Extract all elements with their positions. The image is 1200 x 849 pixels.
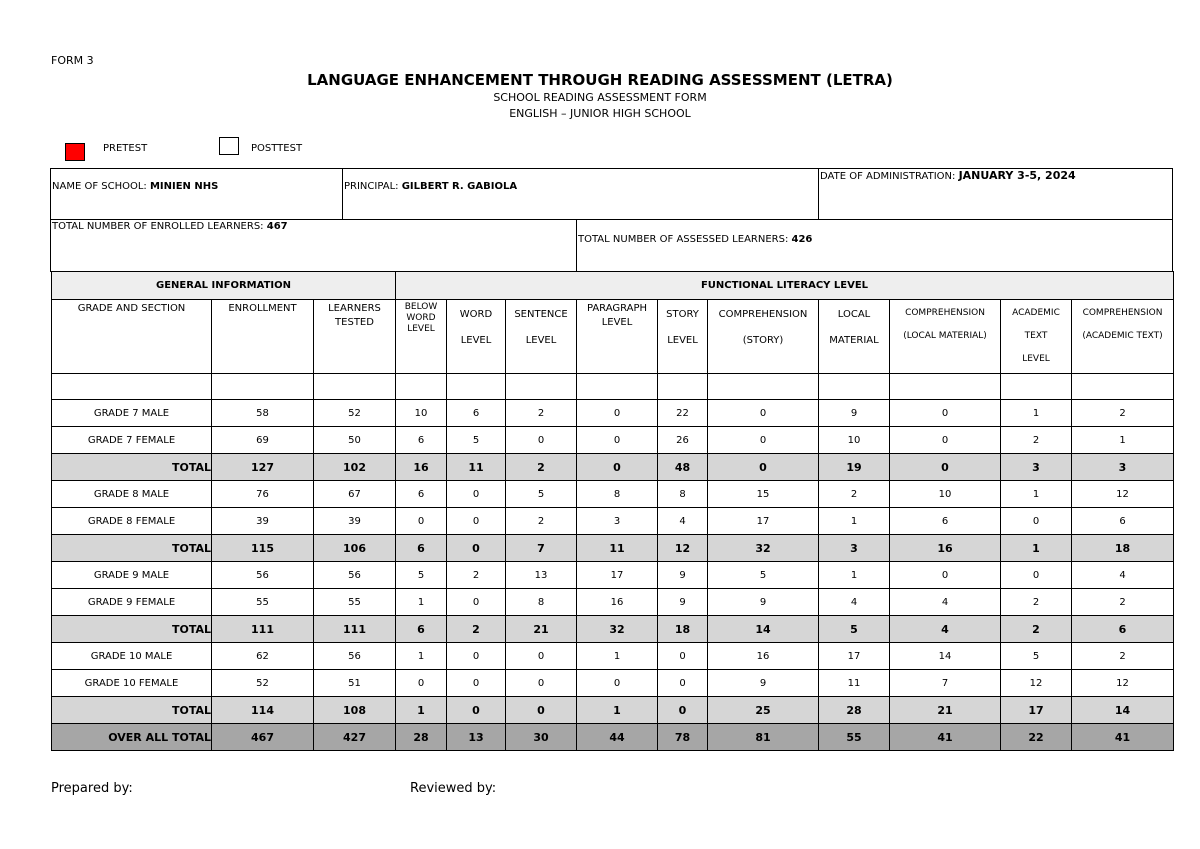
row-label: GRADE 9 MALE: [52, 562, 212, 589]
table-cell: 2: [1072, 400, 1174, 427]
table-cell: 8: [577, 481, 658, 508]
col-local-line1: LOCAL: [837, 309, 871, 320]
table-cell: 1: [1001, 481, 1072, 508]
total-row: [52, 454, 1174, 481]
table-cell: 5: [1001, 643, 1072, 670]
table-cell: 6: [396, 427, 447, 454]
table-cell: 9: [658, 589, 708, 616]
table-cell: 21: [506, 616, 577, 643]
table-cell: 0: [1001, 508, 1072, 535]
table-cell: 1: [819, 508, 890, 535]
table-cell: 6: [890, 508, 1001, 535]
row-label: GRADE 10 FEMALE: [52, 670, 212, 697]
table-cell: 18: [1072, 535, 1174, 562]
table-cell: 0: [506, 643, 577, 670]
table-cell: 427: [314, 724, 396, 751]
header-divider-1: [342, 168, 343, 219]
table-cell: 0: [708, 454, 819, 481]
header-left-border: [50, 168, 51, 271]
principal-value: GILBERT R. GABIOLA: [401, 181, 518, 192]
table-cell: 12: [1001, 670, 1072, 697]
table-cell: 18: [658, 616, 708, 643]
date-of-administration: [820, 169, 1076, 182]
table-cell: 0: [506, 697, 577, 724]
form-label: FORM 3: [51, 54, 94, 67]
table-cell: 15: [708, 481, 819, 508]
table-cell: 4: [658, 508, 708, 535]
table-cell: 0: [447, 535, 506, 562]
table-cell: 44: [577, 724, 658, 751]
table-cell: 9: [708, 589, 819, 616]
table-cell: 16: [708, 643, 819, 670]
table-cell: 9: [708, 670, 819, 697]
table-cell: 52: [314, 400, 396, 427]
col-comprehension-academic: [1072, 300, 1174, 374]
table-cell: 30: [506, 724, 577, 751]
table-cell: 55: [314, 589, 396, 616]
table-cell: 48: [658, 454, 708, 481]
table-cell: 1: [819, 562, 890, 589]
reviewed-by-label: Reviewed by:: [410, 781, 497, 796]
table-cell: 0: [447, 589, 506, 616]
table-cell: 4: [1072, 562, 1174, 589]
table-cell: 0: [890, 427, 1001, 454]
row-label: GRADE 8 FEMALE: [52, 508, 212, 535]
table-cell: 111: [212, 616, 314, 643]
table-cell: 0: [890, 454, 1001, 481]
prepared-by-label: Prepared by:: [51, 781, 133, 796]
table-cell: 3: [1001, 454, 1072, 481]
col-below-line1: BELOW: [404, 302, 438, 312]
col-story-line1: STORY: [666, 309, 699, 320]
table-cell: 0: [658, 643, 708, 670]
table-row: [52, 427, 1174, 454]
functional-literacy-header: FUNCTIONAL LITERACY LEVEL: [396, 272, 1174, 300]
col-comp-local-line1: COMPREHENSION: [905, 308, 985, 318]
table-cell: 0: [708, 427, 819, 454]
table-cell: 4: [819, 589, 890, 616]
table-cell: 7: [506, 535, 577, 562]
school-name: [52, 181, 218, 192]
date-label: DATE OF ADMINISTRATION:: [820, 171, 956, 182]
col-paragraph-level: [577, 300, 658, 374]
column-header-row: [52, 300, 1174, 374]
document-subtitle-2: ENGLISH – JUNIOR HIGH SCHOOL: [509, 107, 691, 120]
principal-label: PRINCIPAL:: [344, 181, 399, 192]
table-cell: 127: [212, 454, 314, 481]
col-below-word-level: [396, 300, 447, 374]
table-cell: 32: [708, 535, 819, 562]
assessed-label: TOTAL NUMBER OF ASSESSED LEARNERS:: [578, 234, 789, 245]
col-grade-label: GRADE AND SECTION: [77, 303, 186, 314]
table-cell: 55: [819, 724, 890, 751]
table-cell: 0: [447, 697, 506, 724]
table-cell: 16: [577, 589, 658, 616]
table-cell: 14: [708, 616, 819, 643]
row-label: TOTAL: [52, 535, 212, 562]
table-cell: 6: [1072, 508, 1174, 535]
table-cell: 10: [396, 400, 447, 427]
col-learners-tested: [314, 300, 396, 374]
table-cell: 0: [447, 643, 506, 670]
table-cell: 17: [577, 562, 658, 589]
table-cell: 7: [890, 670, 1001, 697]
overall-total-row: [52, 724, 1174, 751]
col-word-line1: WORD: [459, 309, 493, 320]
row-label: OVER ALL TOTAL: [52, 724, 212, 751]
col-academic-line2: TEXT: [1024, 331, 1048, 341]
table-cell: 22: [1001, 724, 1072, 751]
col-word-line2: LEVEL: [460, 335, 492, 346]
total-row: [52, 535, 1174, 562]
table-cell: 56: [314, 562, 396, 589]
col-local-material: [819, 300, 890, 374]
table-cell: 5: [396, 562, 447, 589]
table-cell: 2: [1072, 589, 1174, 616]
school-label: NAME OF SCHOOL:: [52, 181, 147, 192]
table-cell: 0: [890, 562, 1001, 589]
school-value: MINIEN NHS: [149, 181, 219, 192]
table-cell: 0: [577, 400, 658, 427]
row-label: GRADE 7 MALE: [52, 400, 212, 427]
table-cell: 12: [1072, 670, 1174, 697]
table-cell: 8: [506, 589, 577, 616]
table-cell: 0: [577, 454, 658, 481]
table-cell: 5: [447, 427, 506, 454]
col-word-level: [447, 300, 506, 374]
enrolled-value: 467: [266, 221, 288, 232]
table-cell: 2: [447, 616, 506, 643]
table-cell: 6: [396, 616, 447, 643]
table-cell: 5: [506, 481, 577, 508]
table-cell: 9: [819, 400, 890, 427]
row-label: TOTAL: [52, 616, 212, 643]
table-cell: 50: [314, 427, 396, 454]
enrolled-label: TOTAL NUMBER OF ENROLLED LEARNERS:: [52, 221, 264, 232]
pretest-label: PRETEST: [103, 143, 148, 154]
col-academic-text-level: [1001, 300, 1072, 374]
col-academic-line1: ACADEMIC: [1012, 308, 1060, 318]
table-cell: 17: [708, 508, 819, 535]
table-cell: 78: [658, 724, 708, 751]
table-cell: 2: [1072, 643, 1174, 670]
row-label: GRADE 9 FEMALE: [52, 589, 212, 616]
table-cell: 8: [658, 481, 708, 508]
header-mid-border: [50, 219, 1173, 220]
row-label: TOTAL: [52, 697, 212, 724]
col-grade-section: [52, 300, 212, 374]
col-comprehension-story: [708, 300, 819, 374]
blank-row: [52, 374, 1174, 400]
table-cell: 2: [506, 508, 577, 535]
col-sentence-line1: SENTENCE: [514, 309, 568, 320]
col-enrollment-label: ENROLLMENT: [228, 303, 297, 314]
col-comp-story-line2: (STORY): [742, 335, 784, 346]
table-cell: 0: [658, 670, 708, 697]
col-comp-academic-line1: COMPREHENSION: [1082, 308, 1163, 318]
table-cell: 0: [447, 670, 506, 697]
col-paragraph-line2: LEVEL: [601, 317, 633, 328]
table-cell: 102: [314, 454, 396, 481]
table-cell: 69: [212, 427, 314, 454]
col-below-line3: LEVEL: [407, 324, 435, 334]
header-divider-3: [576, 219, 577, 271]
total-row: [52, 697, 1174, 724]
col-comp-local-line2: (LOCAL MATERIAL): [903, 331, 987, 341]
table-cell: 28: [819, 697, 890, 724]
table-cell: 1: [1072, 427, 1174, 454]
table-cell: 3: [819, 535, 890, 562]
table-cell: 2: [1001, 589, 1072, 616]
table-row: [52, 562, 1174, 589]
table-cell: 17: [1001, 697, 1072, 724]
table-cell: 1: [577, 697, 658, 724]
table-cell: 4: [890, 616, 1001, 643]
total-row: [52, 616, 1174, 643]
table-cell: 28: [396, 724, 447, 751]
table-cell: 1: [1001, 400, 1072, 427]
header-right-border: [1172, 168, 1173, 271]
table-cell: 12: [1072, 481, 1174, 508]
table-cell: 19: [819, 454, 890, 481]
table-cell: 14: [890, 643, 1001, 670]
principal: [344, 181, 517, 192]
assessment-table: [51, 271, 1174, 751]
table-cell: 2: [506, 454, 577, 481]
table-cell: 62: [212, 643, 314, 670]
table-cell: 21: [890, 697, 1001, 724]
table-cell: 76: [212, 481, 314, 508]
col-academic-line3: LEVEL: [1022, 354, 1050, 364]
row-label: GRADE 10 MALE: [52, 643, 212, 670]
table-cell: 3: [1072, 454, 1174, 481]
table-cell: 16: [396, 454, 447, 481]
col-story-level: [658, 300, 708, 374]
table-row: [52, 400, 1174, 427]
table-cell: 1: [577, 643, 658, 670]
enrolled-learners: [52, 221, 288, 232]
table-cell: 2: [1001, 616, 1072, 643]
table-cell: 41: [890, 724, 1001, 751]
table-cell: 22: [658, 400, 708, 427]
table-cell: 14: [1072, 697, 1174, 724]
table-cell: 0: [396, 670, 447, 697]
table-cell: 2: [506, 400, 577, 427]
table-cell: 0: [396, 508, 447, 535]
table-cell: 26: [658, 427, 708, 454]
table-cell: 10: [890, 481, 1001, 508]
table-cell: 6: [447, 400, 506, 427]
table-cell: 13: [506, 562, 577, 589]
row-label: GRADE 8 MALE: [52, 481, 212, 508]
table-row: [52, 670, 1174, 697]
table-cell: 0: [447, 508, 506, 535]
table-cell: 25: [708, 697, 819, 724]
table-cell: 0: [447, 481, 506, 508]
table-cell: 39: [314, 508, 396, 535]
table-cell: 6: [1072, 616, 1174, 643]
table-cell: 32: [577, 616, 658, 643]
col-story-line2: LEVEL: [667, 335, 698, 346]
col-paragraph-line1: PARAGRAPH: [586, 303, 648, 314]
table-row: [52, 481, 1174, 508]
table-cell: 67: [314, 481, 396, 508]
row-label: TOTAL: [52, 454, 212, 481]
table-cell: 1: [396, 643, 447, 670]
table-cell: 1: [396, 589, 447, 616]
table-cell: 0: [658, 697, 708, 724]
table-cell: 467: [212, 724, 314, 751]
table-cell: 81: [708, 724, 819, 751]
table-row: [52, 589, 1174, 616]
col-comprehension-local: [890, 300, 1001, 374]
section-header-row: [52, 272, 1174, 300]
table-cell: 11: [819, 670, 890, 697]
table-cell: 2: [1001, 427, 1072, 454]
table-cell: 5: [819, 616, 890, 643]
document-subtitle: SCHOOL READING ASSESSMENT FORM: [493, 91, 707, 104]
table-cell: 106: [314, 535, 396, 562]
table-cell: 39: [212, 508, 314, 535]
assessed-learners: [578, 234, 812, 245]
table-cell: 56: [314, 643, 396, 670]
document-title: LANGUAGE ENHANCEMENT THROUGH READING ASSESSMENT (LETRA): [307, 71, 893, 89]
table-cell: 52: [212, 670, 314, 697]
col-below-line2: WORD: [406, 313, 436, 323]
posttest-checkbox[interactable]: [219, 137, 239, 155]
table-cell: 1: [396, 697, 447, 724]
table-cell: 11: [447, 454, 506, 481]
table-cell: 114: [212, 697, 314, 724]
table-cell: 4: [890, 589, 1001, 616]
table-cell: 6: [396, 481, 447, 508]
table-cell: 0: [577, 427, 658, 454]
table-row: [52, 508, 1174, 535]
table-cell: 2: [447, 562, 506, 589]
table-cell: 3: [577, 508, 658, 535]
table-cell: 13: [447, 724, 506, 751]
table-cell: 111: [314, 616, 396, 643]
table-cell: 11: [577, 535, 658, 562]
table-cell: 0: [506, 670, 577, 697]
date-value: JANUARY 3-5, 2024: [958, 169, 1076, 182]
table-cell: 0: [577, 670, 658, 697]
table-cell: 41: [1072, 724, 1174, 751]
posttest-label: POSTTEST: [251, 143, 303, 154]
col-sentence-line2: LEVEL: [525, 335, 557, 346]
table-cell: 108: [314, 697, 396, 724]
table-cell: 0: [890, 400, 1001, 427]
col-comp-academic-line2: (ACADEMIC TEXT): [1082, 331, 1163, 341]
table-cell: 58: [212, 400, 314, 427]
table-body: [52, 400, 1174, 751]
table-cell: 2: [819, 481, 890, 508]
table-cell: 0: [1001, 562, 1072, 589]
col-enrollment: [212, 300, 314, 374]
pretest-checkbox[interactable]: [65, 143, 85, 161]
header-divider-2: [818, 168, 819, 219]
table-cell: 0: [506, 427, 577, 454]
table-cell: 115: [212, 535, 314, 562]
table-cell: 5: [708, 562, 819, 589]
col-sentence-level: [506, 300, 577, 374]
table-cell: 55: [212, 589, 314, 616]
table-cell: 56: [212, 562, 314, 589]
table-cell: 6: [396, 535, 447, 562]
col-local-line2: MATERIAL: [829, 335, 879, 346]
table-cell: 10: [819, 427, 890, 454]
assessed-value: 426: [791, 234, 813, 245]
col-tested-line1: LEARNERS: [328, 303, 381, 314]
general-information-header: GENERAL INFORMATION: [52, 272, 396, 300]
table-row: [52, 643, 1174, 670]
table-cell: 16: [890, 535, 1001, 562]
table-cell: 17: [819, 643, 890, 670]
table-cell: 0: [708, 400, 819, 427]
table-cell: 12: [658, 535, 708, 562]
table-cell: 9: [658, 562, 708, 589]
col-comp-story-line1: COMPREHENSION: [718, 309, 808, 320]
table-cell: 1: [1001, 535, 1072, 562]
col-tested-line2: TESTED: [335, 317, 374, 328]
table-cell: 51: [314, 670, 396, 697]
row-label: GRADE 7 FEMALE: [52, 427, 212, 454]
